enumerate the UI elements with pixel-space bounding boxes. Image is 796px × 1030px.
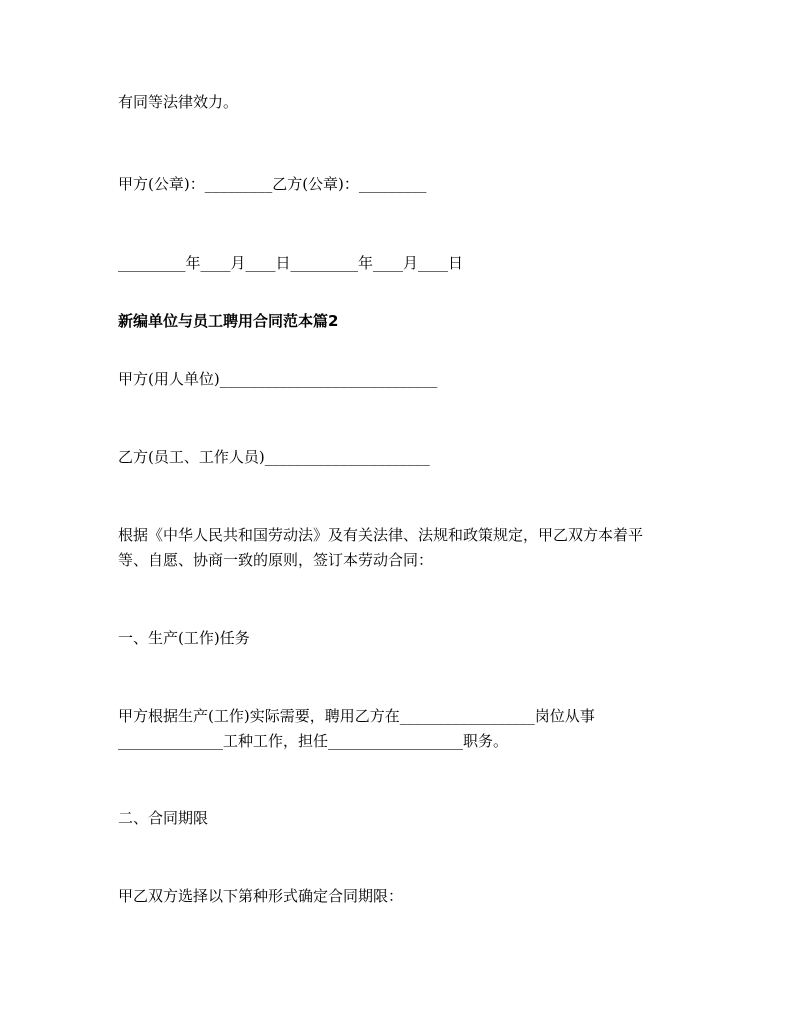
- paragraph-term-selection: 甲乙双方选择以下第种形式确定合同期限：: [118, 887, 404, 905]
- paragraph-basis-line-2: 等、自愿、协商一致的原则，签订本劳动合同：: [118, 551, 434, 569]
- paragraph-party-a: 甲方(用人单位)_____________________________: [118, 370, 438, 388]
- clause-heading-term: 二、合同期限: [118, 809, 209, 827]
- paragraph-basis-line-1: 根据《中华人民共和国劳动法》及有关法律、法规和政策规定，甲乙双方本着平: [118, 526, 644, 544]
- paragraph-tasks-line-1: 甲方根据生产(工作)实际需要，聘用乙方在__________________岗位从事: [118, 707, 595, 725]
- clause-heading-tasks: 一、生产(工作)任务: [118, 629, 250, 647]
- paragraph-legal-effect: 有同等法律效力。: [118, 93, 239, 111]
- paragraph-sign-dates: _________年____月____日_________年____月____日: [118, 254, 464, 272]
- paragraph-tasks-line-2: ______________工种工作，担任__________________职务。: [118, 732, 509, 750]
- paragraph-party-b: 乙方(员工、工作人员)______________________: [118, 448, 430, 466]
- section-heading: 新编单位与员工聘用合同范本篇2: [118, 312, 339, 330]
- paragraph-party-seals: 甲方(公章)：_________乙方(公章)：_________: [118, 175, 427, 193]
